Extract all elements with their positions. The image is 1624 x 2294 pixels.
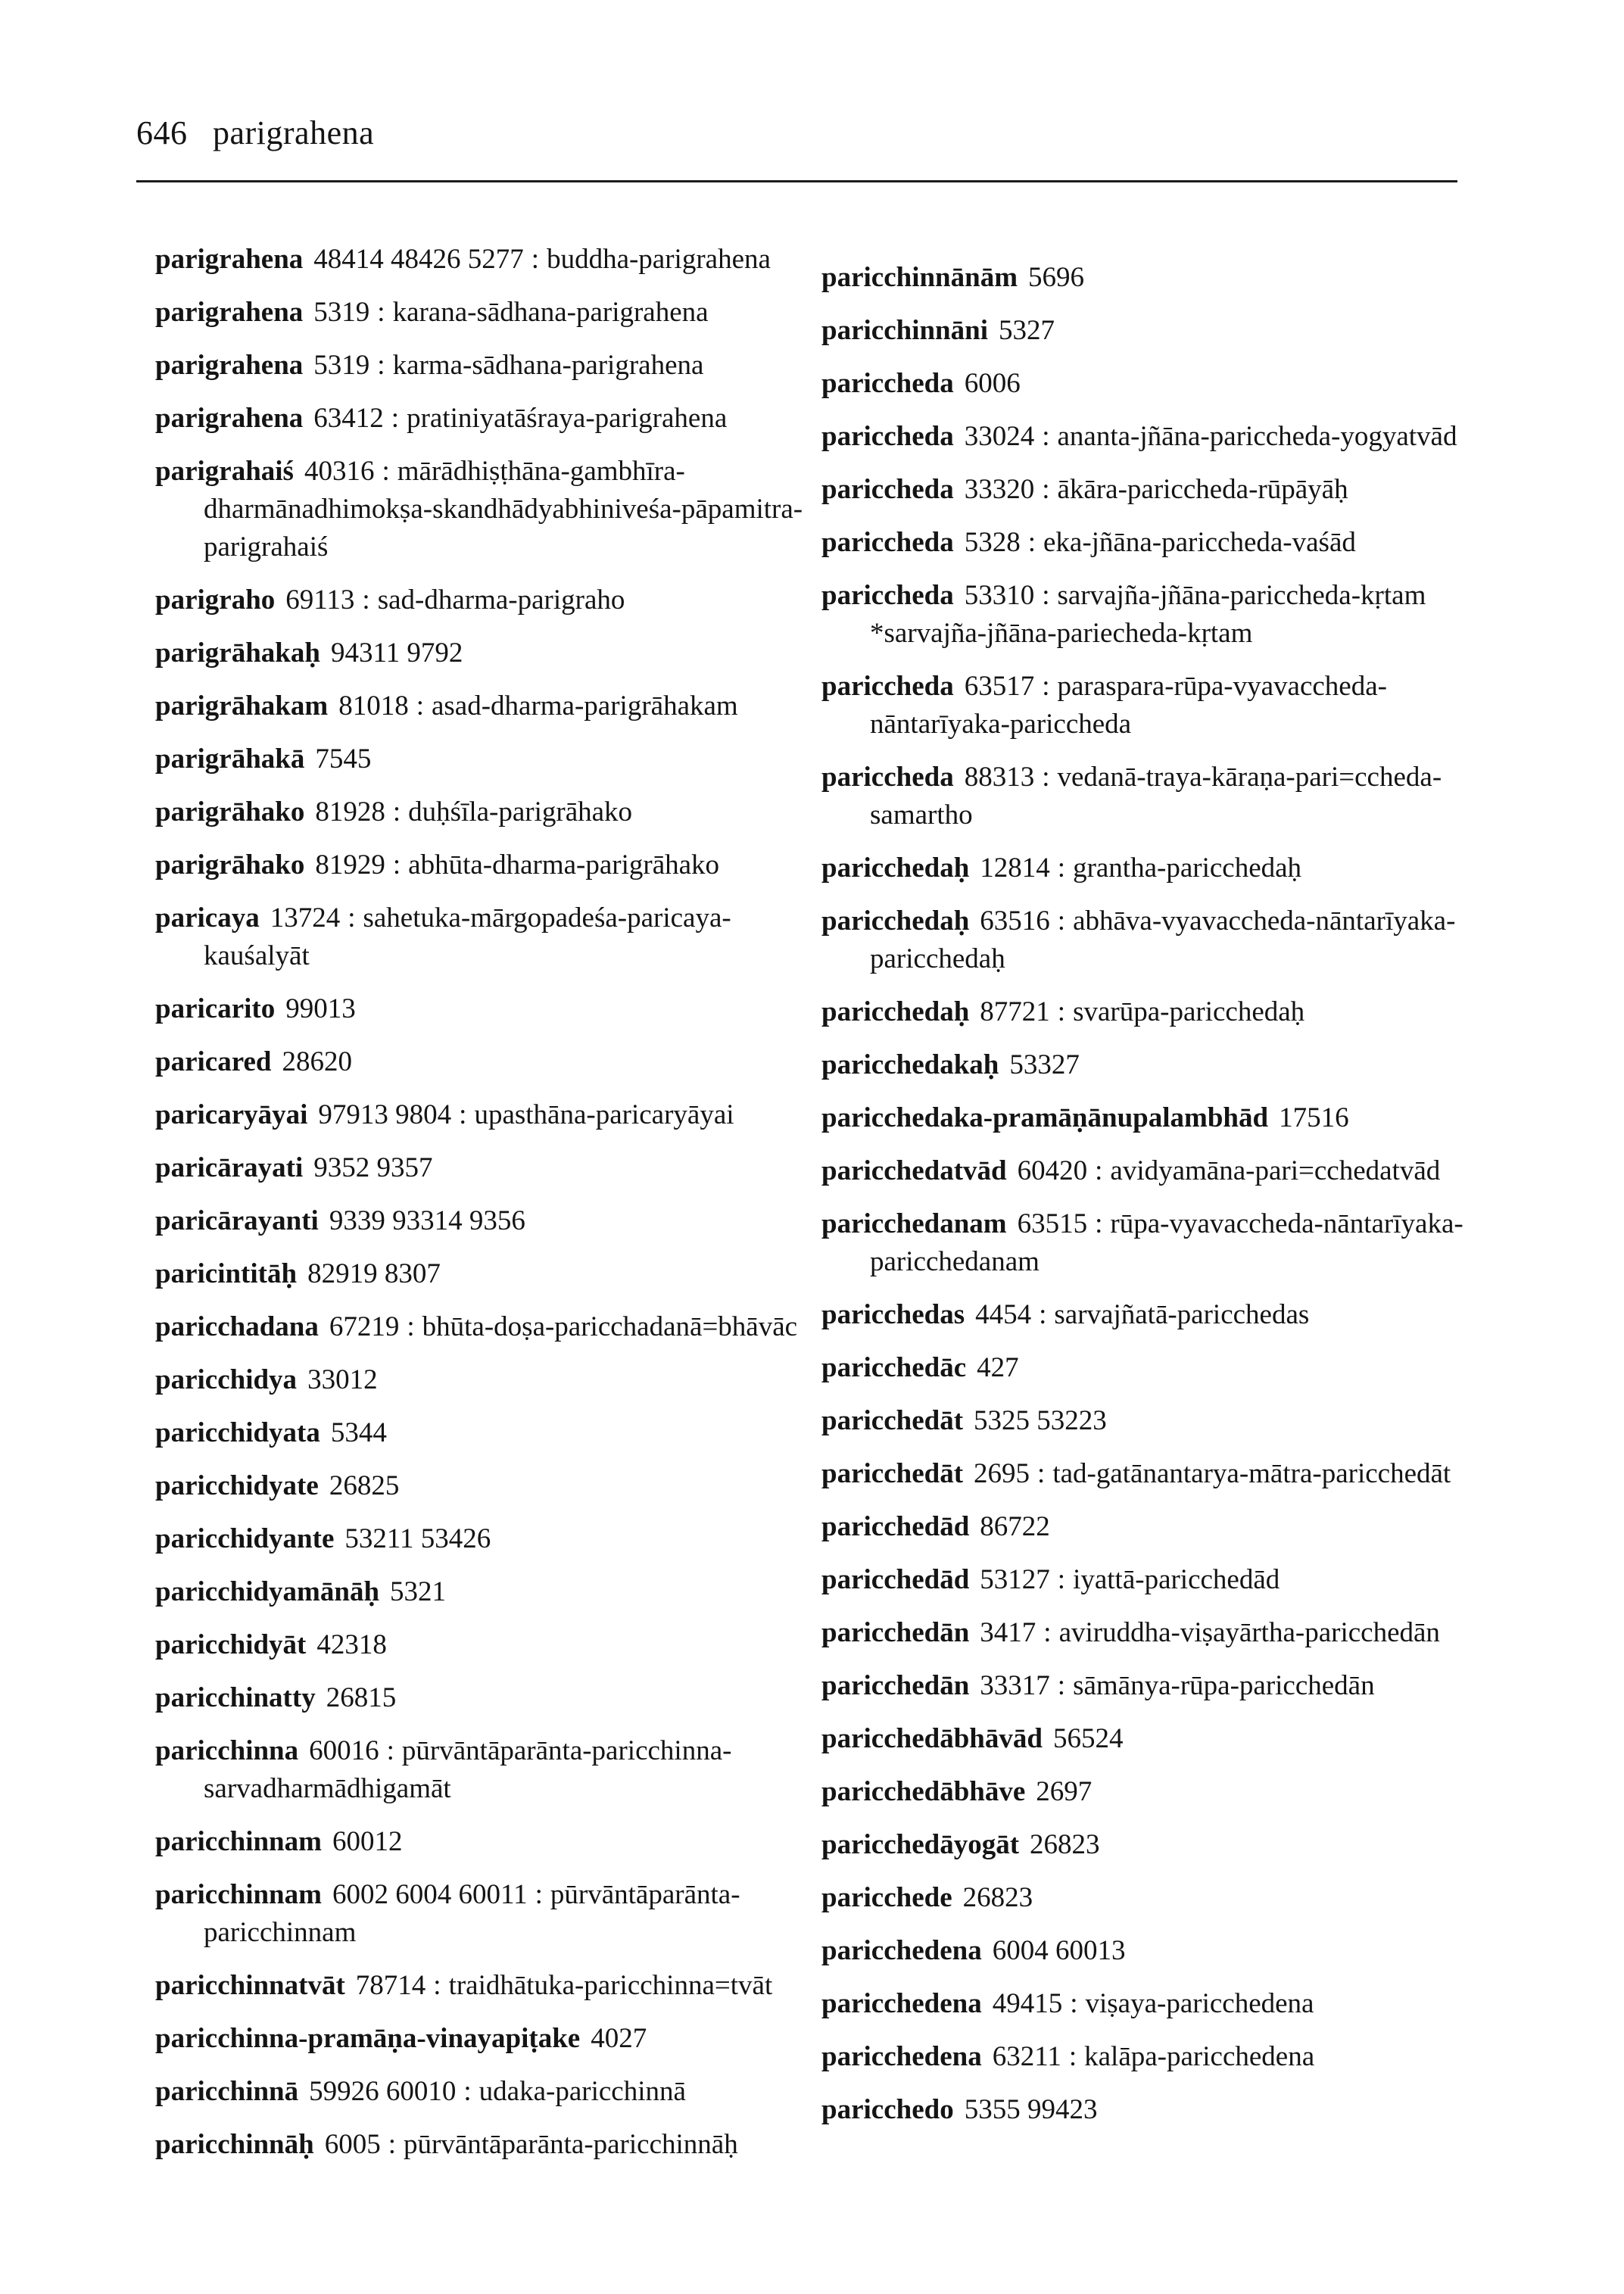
headword: paricchedatvād bbox=[821, 1155, 1007, 1186]
index-entry bbox=[821, 259, 1473, 297]
context-gloss: upasthāna-paricaryāyai bbox=[474, 1099, 734, 1130]
context-gloss: sarvajñatā-paricchedas bbox=[1054, 1299, 1310, 1330]
index-entry bbox=[821, 524, 1473, 562]
separator-colon: : bbox=[362, 584, 370, 616]
page-references: 48414 48426 5277 bbox=[313, 244, 524, 275]
context-gloss: pūrvāntāparānta-paricchinnam bbox=[204, 1879, 740, 1948]
page-references: 67219 bbox=[329, 1311, 400, 1342]
index-entry bbox=[821, 668, 1473, 743]
separator-colon: : bbox=[382, 456, 390, 487]
headword: paricchedābhāve bbox=[821, 1776, 1026, 1807]
page-references: 26823 bbox=[962, 1882, 1033, 1913]
separator-colon: : bbox=[1039, 1299, 1047, 1330]
headword: paricchedena bbox=[821, 1935, 982, 1966]
page-references: 81928 bbox=[315, 796, 385, 828]
page-references: 81018 bbox=[338, 690, 409, 722]
index-entry bbox=[155, 1043, 806, 1081]
page-references: 53127 bbox=[980, 1564, 1050, 1595]
context-gloss: udaka-paricchinnā bbox=[478, 2076, 686, 2107]
headword: paricchedāt bbox=[821, 1458, 964, 1489]
headword: paricarito bbox=[155, 993, 276, 1024]
context-gloss: karana-sādhana-parigrahena bbox=[392, 297, 709, 328]
context-gloss: buddha-parigrahena bbox=[547, 244, 771, 275]
separator-colon: : bbox=[1095, 1155, 1103, 1186]
context-gloss: duḥśīla-parigrāhako bbox=[408, 796, 633, 828]
separator-colon: : bbox=[1042, 474, 1050, 505]
page-references: 86722 bbox=[980, 1511, 1050, 1542]
page-references: 53327 bbox=[1009, 1049, 1080, 1080]
context-gloss: abhāva-vyavaccheda-nāntarīyaka-paricchedaḥ bbox=[870, 905, 1456, 974]
context-gloss: abhūta-dharma-parigrāhako bbox=[408, 849, 720, 881]
index-entry bbox=[155, 1255, 806, 1293]
context-gloss: karma-sādhana-parigrahena bbox=[392, 350, 704, 381]
index-entry bbox=[155, 1967, 806, 2005]
headword: parigraho bbox=[155, 584, 276, 616]
separator-colon: : bbox=[1042, 421, 1050, 452]
index-entry bbox=[821, 1826, 1473, 1864]
page-references: 5319 bbox=[313, 297, 370, 328]
headword: paricchedo bbox=[821, 2094, 954, 2125]
separator-colon: : bbox=[388, 2129, 396, 2160]
page-references: 63412 bbox=[313, 403, 384, 434]
headword: paricchedena bbox=[821, 1988, 982, 2019]
context-gloss: sahetuka-mārgopadeśa-paricaya-kauśalyāt bbox=[204, 902, 731, 971]
index-entry bbox=[821, 1667, 1473, 1705]
headword: paricchinnatvāt bbox=[155, 1970, 345, 2001]
headword: pariccheda bbox=[821, 762, 954, 793]
headword: paricchedān bbox=[821, 1670, 970, 1701]
context-gloss: asad-dharma-parigrāhakam bbox=[431, 690, 738, 722]
page-references: 9352 9357 bbox=[313, 1152, 433, 1183]
page-references: 33317 bbox=[980, 1670, 1050, 1701]
context-gloss: vedanā-traya-kāraṇa-pari=ccheda-samartho bbox=[870, 762, 1442, 831]
headword: paricchedād bbox=[821, 1511, 970, 1542]
index-entry bbox=[821, 759, 1473, 834]
page-references: 5696 bbox=[1028, 262, 1085, 293]
headword: parigrāhakā bbox=[155, 743, 305, 775]
index-entry bbox=[821, 2038, 1473, 2076]
page-references: 53211 53426 bbox=[344, 1523, 491, 1554]
page-references: 6006 bbox=[964, 368, 1021, 399]
headword: parigrahena bbox=[155, 350, 304, 381]
index-entry bbox=[821, 1455, 1473, 1493]
page-references: 13724 bbox=[270, 902, 341, 933]
page-references: 63211 bbox=[992, 2041, 1061, 2072]
index-entry bbox=[821, 1296, 1473, 1334]
index-entry bbox=[155, 2073, 806, 2111]
index-entry bbox=[155, 740, 806, 778]
page-references: 88313 bbox=[964, 762, 1035, 793]
index-entry bbox=[821, 1508, 1473, 1546]
page-references: 28620 bbox=[282, 1046, 352, 1077]
context-gloss: pratiniyatāśraya-parigrahena bbox=[407, 403, 728, 434]
index-entry bbox=[821, 1614, 1473, 1652]
page-references: 2697 bbox=[1036, 1776, 1093, 1807]
page-references: 81929 bbox=[315, 849, 385, 881]
index-entry bbox=[821, 1205, 1473, 1281]
separator-colon: : bbox=[1068, 2041, 1077, 2072]
separator-colon: : bbox=[463, 2076, 472, 2107]
page-references: 26823 bbox=[1030, 1829, 1100, 1860]
index-entry bbox=[155, 1308, 806, 1346]
page-references: 94311 9792 bbox=[330, 637, 463, 669]
page-references: 5344 bbox=[330, 1417, 387, 1448]
page-references: 49415 bbox=[992, 1988, 1063, 2019]
headword: paricchedād bbox=[821, 1564, 970, 1595]
separator-colon: : bbox=[407, 1311, 415, 1342]
index-entry bbox=[821, 2091, 1473, 2129]
separator-colon: : bbox=[1057, 852, 1066, 884]
index-entry bbox=[155, 1467, 806, 1505]
separator-colon: : bbox=[1057, 905, 1066, 937]
index-entry bbox=[155, 241, 806, 279]
context-gloss: viṣaya-paricchedena bbox=[1085, 1988, 1314, 2019]
page-references: 99013 bbox=[285, 993, 356, 1024]
page-references: 63515 bbox=[1017, 1208, 1088, 1239]
headword: paricchinnāni bbox=[821, 315, 988, 346]
headword: paricchedanam bbox=[821, 1208, 1007, 1239]
separator-colon: : bbox=[459, 1099, 467, 1130]
separator-colon: : bbox=[392, 849, 401, 881]
separator-colon: : bbox=[1057, 1670, 1066, 1701]
index-entry bbox=[155, 2126, 806, 2164]
page-references: 2695 bbox=[974, 1458, 1030, 1489]
index-entry bbox=[155, 453, 806, 566]
index-entry bbox=[155, 793, 806, 831]
index-entry bbox=[821, 1773, 1473, 1811]
page-references: 5355 99423 bbox=[964, 2094, 1098, 2125]
page-references: 26825 bbox=[329, 1470, 400, 1501]
index-entry bbox=[155, 1096, 806, 1134]
page-references: 427 bbox=[977, 1352, 1019, 1383]
headword: paricchedakaḥ bbox=[821, 1049, 999, 1080]
headword: paricchedāc bbox=[821, 1352, 967, 1383]
page-references: 5325 53223 bbox=[974, 1405, 1107, 1436]
separator-colon: : bbox=[348, 902, 356, 933]
headword: paricchedaḥ bbox=[821, 996, 970, 1027]
headword: paricchinna bbox=[155, 1735, 299, 1766]
page-references: 5319 bbox=[313, 350, 370, 381]
headword: pariccheda bbox=[821, 527, 954, 558]
separator-colon: : bbox=[377, 297, 385, 328]
context-gloss: grantha-paricchedaḥ bbox=[1073, 852, 1302, 884]
page-references: 69113 bbox=[285, 584, 355, 616]
context-gloss: ananta-jñāna-pariccheda-yogyatvād bbox=[1057, 421, 1457, 452]
page-references: 9339 93314 9356 bbox=[329, 1205, 525, 1236]
index-entry bbox=[821, 1561, 1473, 1599]
headword: paricchidyata bbox=[155, 1417, 320, 1448]
separator-colon: : bbox=[531, 244, 540, 275]
separator-colon: : bbox=[535, 1879, 543, 1910]
index-entry bbox=[155, 1732, 806, 1808]
context-gloss: sāmānya-rūpa-paricchedān bbox=[1073, 1670, 1375, 1701]
page-references: 87721 bbox=[980, 996, 1050, 1027]
separator-colon: : bbox=[1042, 671, 1050, 702]
index-entry bbox=[821, 577, 1473, 653]
index-entry bbox=[821, 312, 1473, 350]
index-entry bbox=[821, 471, 1473, 509]
index-entry bbox=[155, 990, 806, 1028]
index-entry bbox=[155, 634, 806, 672]
separator-colon: : bbox=[386, 1735, 394, 1766]
separator-colon: : bbox=[1057, 996, 1066, 1027]
page-references: 6005 bbox=[324, 2129, 381, 2160]
index-entry bbox=[155, 1876, 806, 1952]
running-head: parigrahena bbox=[213, 114, 375, 151]
context-gloss: iyattā-paricchedād bbox=[1073, 1564, 1280, 1595]
page-references: 42318 bbox=[316, 1629, 387, 1660]
headword: parigrāhakam bbox=[155, 690, 329, 722]
headword: paricchinatty bbox=[155, 1682, 316, 1713]
index-entry bbox=[821, 993, 1473, 1031]
headword: pariccheda bbox=[821, 671, 954, 702]
page-references: 6004 60013 bbox=[992, 1935, 1126, 1966]
index-column-left bbox=[155, 241, 806, 2179]
headword: paricchidyate bbox=[155, 1470, 319, 1501]
headword: pariccheda bbox=[821, 421, 954, 452]
headword: paricchinnam bbox=[155, 1879, 322, 1910]
page-references: 33012 bbox=[307, 1364, 378, 1395]
page-references: 82919 8307 bbox=[307, 1258, 441, 1289]
page-number: 646 bbox=[136, 114, 188, 151]
separator-colon: : bbox=[1042, 580, 1050, 611]
page-references: 40316 bbox=[304, 456, 375, 487]
headword: paricchedaḥ bbox=[821, 905, 970, 937]
headword: paricchinnānām bbox=[821, 262, 1018, 293]
headword: paricchede bbox=[821, 1882, 952, 1913]
header-rule bbox=[136, 180, 1457, 182]
headword: paricchedāt bbox=[821, 1405, 964, 1436]
context-gloss: aviruddha-viṣayārtha-paricchedān bbox=[1058, 1617, 1440, 1648]
page-references: 97913 9804 bbox=[318, 1099, 452, 1130]
separator-colon: : bbox=[1043, 1617, 1052, 1648]
headword: pariccheda bbox=[821, 368, 954, 399]
index-entry bbox=[821, 902, 1473, 978]
page-references: 60420 bbox=[1017, 1155, 1088, 1186]
index-entry bbox=[821, 1402, 1473, 1440]
index-entry bbox=[821, 849, 1473, 887]
separator-colon: : bbox=[1042, 762, 1050, 793]
index-entry bbox=[155, 2020, 806, 2058]
page-references: 4454 bbox=[975, 1299, 1032, 1330]
page-references: 7545 bbox=[315, 743, 372, 775]
headword: paricārayati bbox=[155, 1152, 304, 1183]
page-references: 53310 bbox=[964, 580, 1035, 611]
separator-colon: : bbox=[392, 796, 401, 828]
index-entry bbox=[155, 1823, 806, 1861]
index-entry bbox=[155, 846, 806, 884]
headword: parigrāhako bbox=[155, 849, 305, 881]
page-references: 5327 bbox=[999, 315, 1055, 346]
separator-colon: : bbox=[1057, 1564, 1066, 1595]
page-references: 12814 bbox=[980, 852, 1050, 884]
context-gloss: avidyamāna-pari=cchedatvād bbox=[1110, 1155, 1441, 1186]
page-references: 78714 bbox=[355, 1970, 426, 2001]
headword: paricchedābhāvād bbox=[821, 1723, 1043, 1754]
headword: paricchidyāt bbox=[155, 1629, 307, 1660]
headword: parigrāhako bbox=[155, 796, 305, 828]
index-entry bbox=[155, 1149, 806, 1187]
index-entry bbox=[155, 400, 806, 438]
separator-colon: : bbox=[391, 403, 400, 434]
headword: paricaya bbox=[155, 902, 260, 933]
separator-colon: : bbox=[1095, 1208, 1103, 1239]
headword: paricchadana bbox=[155, 1311, 319, 1342]
index-entry bbox=[821, 1985, 1473, 2023]
context-gloss: pūrvāntāparānta-paricchinnāḥ bbox=[404, 2129, 738, 2160]
headword: paricchedena bbox=[821, 2041, 982, 2072]
context-gloss: traidhātuka-paricchinna=tvāt bbox=[448, 1970, 773, 2001]
index-entry bbox=[155, 1202, 806, 1240]
page-references: 60012 bbox=[332, 1826, 403, 1857]
page-references: 60016 bbox=[309, 1735, 379, 1766]
separator-colon: : bbox=[416, 690, 424, 722]
context-gloss: tad-gatānantarya-mātra-paricchedāt bbox=[1052, 1458, 1451, 1489]
index-column-right bbox=[821, 259, 1473, 2144]
index-entry bbox=[155, 1520, 806, 1558]
page-references: 17516 bbox=[1279, 1102, 1349, 1133]
headword: paricchinnā bbox=[155, 2076, 299, 2107]
context-gloss: pūrvāntāparānta-paricchinna-sarvadharmādhigamāt bbox=[204, 1735, 732, 1804]
headword: paricchedaka-pramāṇānupalambhād bbox=[821, 1102, 1269, 1133]
separator-colon: : bbox=[1027, 527, 1036, 558]
separator-colon: : bbox=[377, 350, 385, 381]
page-references: 5321 bbox=[390, 1576, 447, 1607]
index-entry bbox=[821, 1932, 1473, 1970]
context-gloss: paraspara-rūpa-vyavaccheda-nāntarīyaka-pariccheda bbox=[870, 671, 1387, 740]
index-entry bbox=[821, 1152, 1473, 1190]
index-entry bbox=[155, 347, 806, 385]
index-entry bbox=[155, 1414, 806, 1452]
context-gloss: ākāra-pariccheda-rūpāyāḥ bbox=[1057, 474, 1348, 505]
index-entry bbox=[155, 1361, 806, 1399]
headword: parigrahena bbox=[155, 403, 304, 434]
page-references: 3417 bbox=[980, 1617, 1036, 1648]
context-gloss: eka-jñāna-pariccheda-vaśād bbox=[1043, 527, 1356, 558]
headword: paricchedas bbox=[821, 1299, 965, 1330]
index-entry bbox=[821, 1349, 1473, 1387]
context-gloss: kalāpa-paricchedena bbox=[1084, 2041, 1315, 2072]
headword: paricchedāyogāt bbox=[821, 1829, 1020, 1860]
headword: paricchidyamānāḥ bbox=[155, 1576, 380, 1607]
headword: paricchinnāḥ bbox=[155, 2129, 314, 2160]
index-entry bbox=[821, 418, 1473, 456]
index-entry bbox=[155, 1573, 806, 1611]
page-references: 33024 bbox=[964, 421, 1035, 452]
index-entry bbox=[155, 687, 806, 725]
index-entry bbox=[155, 294, 806, 332]
index-entry bbox=[821, 365, 1473, 403]
page-references: 33320 bbox=[964, 474, 1035, 505]
headword: parigrāhakaḥ bbox=[155, 637, 320, 669]
context-gloss: mārādhiṣṭhāna-gambhīra-dharmānadhimokṣa-skandhādyabhiniveśa-pāpamitra-parigrahaiś bbox=[204, 456, 803, 563]
index-entry bbox=[155, 1679, 806, 1717]
index-entry bbox=[821, 1099, 1473, 1137]
headword: paricaryāyai bbox=[155, 1099, 308, 1130]
context-gloss: sarvajña-jñāna-pariccheda-kṛtam *sarvajña-jñāna-pariecheda-kṛtam bbox=[870, 580, 1426, 649]
page-references: 59926 60010 bbox=[309, 2076, 457, 2107]
page-references: 56524 bbox=[1052, 1723, 1124, 1754]
headword: paricintitāḥ bbox=[155, 1258, 298, 1289]
page-references: 5328 bbox=[964, 527, 1021, 558]
page-references: 6002 6004 60011 bbox=[332, 1879, 528, 1910]
separator-colon: : bbox=[1070, 1988, 1078, 2019]
headword: paricchedān bbox=[821, 1617, 970, 1648]
context-gloss: svarūpa-paricchedaḥ bbox=[1073, 996, 1305, 1027]
context-gloss: rūpa-vyavaccheda-nāntarīyaka-paricchedanam bbox=[870, 1208, 1463, 1277]
page-references: 26815 bbox=[326, 1682, 397, 1713]
headword: paricared bbox=[155, 1046, 272, 1077]
index-entry bbox=[821, 1720, 1473, 1758]
headword: paricchidya bbox=[155, 1364, 298, 1395]
running-header bbox=[136, 114, 374, 152]
context-gloss: sad-dharma-parigraho bbox=[377, 584, 625, 616]
index-entry bbox=[155, 581, 806, 619]
headword: paricārayanti bbox=[155, 1205, 319, 1236]
page-references: 4027 bbox=[591, 2023, 647, 2054]
headword: paricchinnam bbox=[155, 1826, 322, 1857]
headword: pariccheda bbox=[821, 580, 954, 611]
context-gloss: bhūta-doṣa-paricchadanā=bhāvāc bbox=[422, 1311, 798, 1342]
headword: parigrahena bbox=[155, 244, 304, 275]
separator-colon: : bbox=[433, 1970, 441, 2001]
headword: paricchinna-pramāṇa-vinayapiṭake bbox=[155, 2023, 581, 2054]
separator-colon: : bbox=[1037, 1458, 1046, 1489]
headword: pariccheda bbox=[821, 474, 954, 505]
headword: paricchidyante bbox=[155, 1523, 335, 1554]
index-entry bbox=[821, 1046, 1473, 1084]
page-references: 63517 bbox=[964, 671, 1035, 702]
page-references: 63516 bbox=[980, 905, 1050, 937]
headword: parigrahaiś bbox=[155, 456, 294, 487]
index-entry bbox=[821, 1879, 1473, 1917]
headword: paricchedaḥ bbox=[821, 852, 970, 884]
index-entry bbox=[155, 1626, 806, 1664]
index-entry bbox=[155, 899, 806, 975]
headword: parigrahena bbox=[155, 297, 304, 328]
